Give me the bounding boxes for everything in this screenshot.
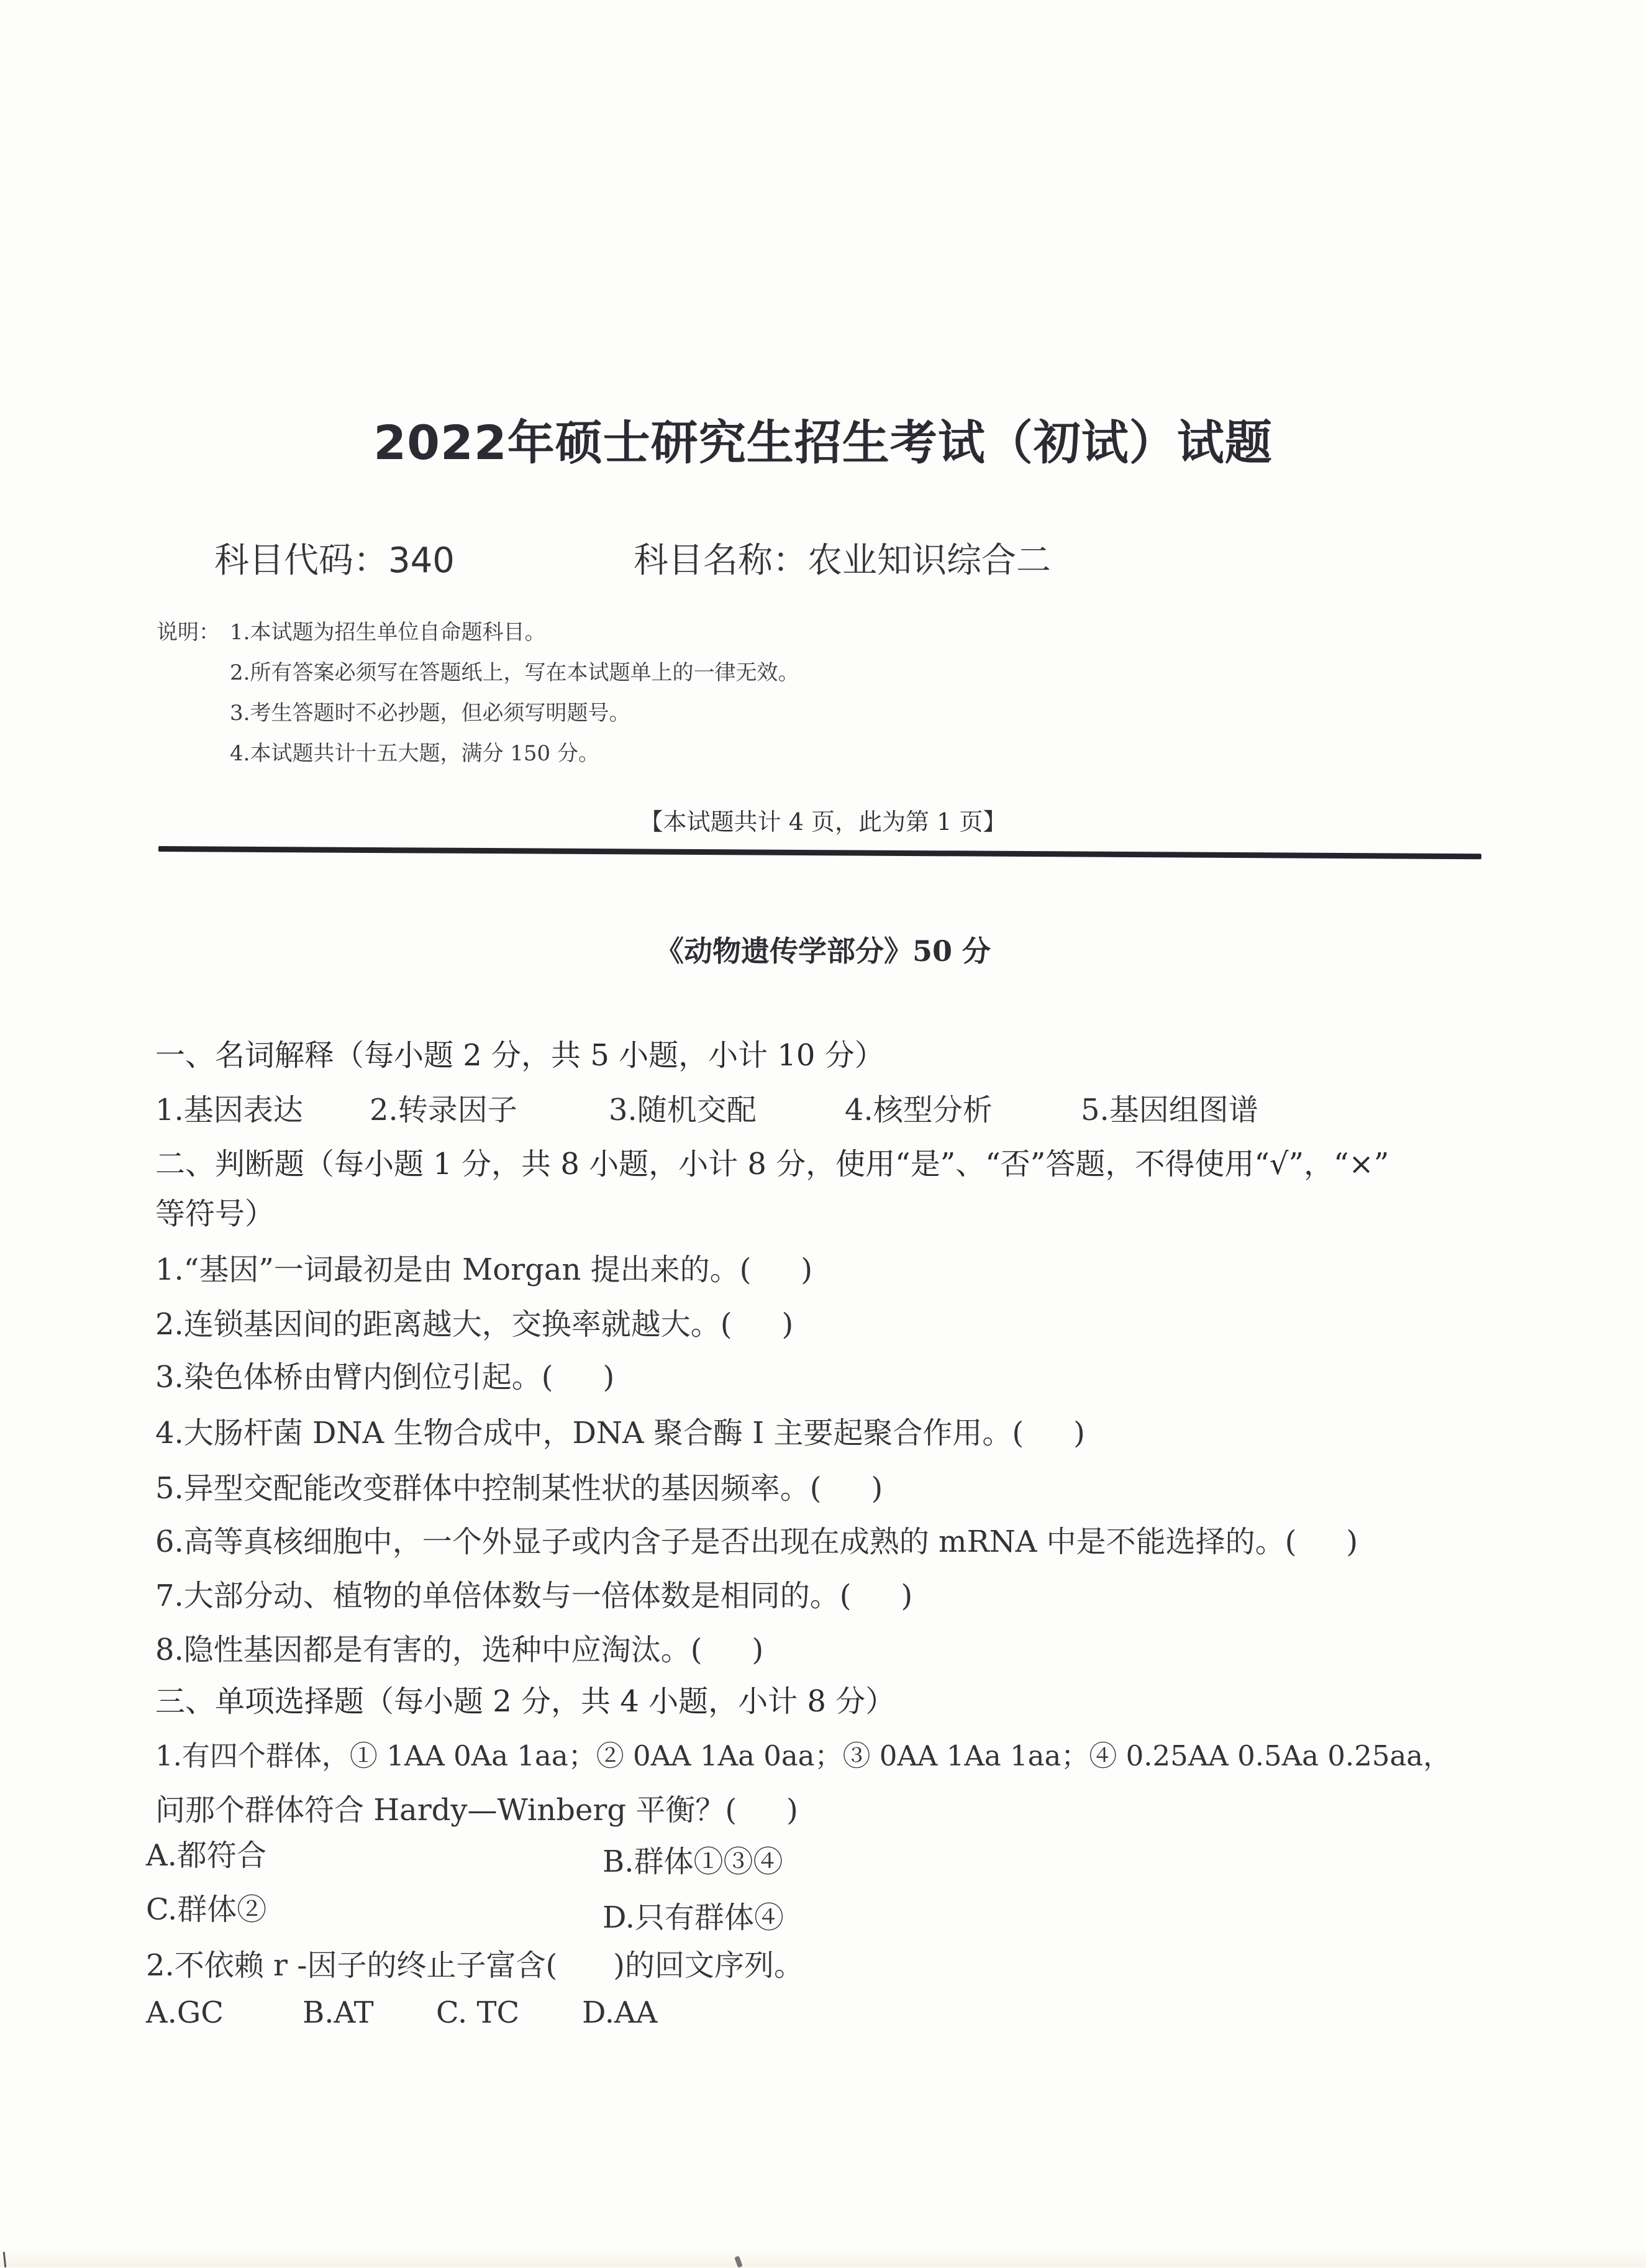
term-item: 1.基因表达: [155, 1093, 303, 1127]
header-divider: [158, 846, 1481, 859]
tf-question-4: 4.大肠杆菌 DNA 生物合成中，DNA 聚合酶 I 主要起聚合作用。( ): [155, 1416, 1085, 1451]
term-item: 3.随机交配: [609, 1093, 757, 1127]
section3-heading: 三、单项选择题（每小题 2 分，共 4 小题，小计 8 分）: [155, 1684, 896, 1719]
tf-question-8: 8.隐性基因都是有害的，选种中应淘汰。( ): [155, 1633, 764, 1667]
scan-bottom-edge: [0, 2249, 1646, 2267]
mc-q1-option-c: C.群体②: [146, 1892, 267, 1927]
part-title: 《动物遗传学部分》50 分: [655, 934, 991, 968]
mc-q2-option-a: A.GC: [146, 1995, 224, 2030]
term-item: 5.基因组图谱: [1081, 1093, 1258, 1127]
mc-q2-option-b: B.AT: [302, 1995, 374, 2030]
subject-code: 科目代码：340: [214, 540, 455, 581]
section1-heading: 一、名词解释（每小题 2 分，共 5 小题，小计 10 分）: [155, 1038, 884, 1073]
instructions-label: 说明：: [157, 620, 220, 645]
tf-question-5: 5.异型交配能改变群体中控制某性状的基因频率。( ): [155, 1471, 883, 1506]
tf-question-1: 1.“基因”一词最初是由 Morgan 提出来的。( ): [155, 1252, 813, 1287]
mc-q1-option-a: A.都符合: [146, 1838, 266, 1873]
section1-terms: [155, 1086, 1258, 1129]
mc-question-1-stem: 1.有四个群体，① 1AA 0Aa 1aa；② 0AA 1Aa 0aa；③ 0AA 1Aa 1aa；④ 0.25AA 0.5Aa 0.25aa，: [155, 1739, 1452, 1772]
instruction-item: 3.考生答题时不必抄题，但必须写明题号。: [230, 701, 630, 726]
subject-name: 科目名称：农业知识综合二: [634, 540, 1051, 581]
mc-question-2-stem: 2.不依赖 r -因子的终止子富含( )的回文序列。: [146, 1948, 804, 1983]
instruction-item: 2.所有答案必须写在答题纸上，写在本试题单上的一律无效。: [230, 660, 799, 685]
mc-q2-options: [146, 1995, 657, 2030]
mc-q2-option-c: C. TC: [436, 1995, 520, 2030]
tf-question-7: 7.大部分动、植物的单倍体数与一倍体数是相同的。( ): [155, 1578, 913, 1613]
term-item: 2.转录因子: [370, 1093, 517, 1127]
section2-heading: 二、判断题（每小题 1 分，共 8 小题，小计 8 分，使用“是”、“否”答题，不得使用“√”，“×”: [155, 1147, 1389, 1182]
mc-q1-option-d: D.只有群体④: [602, 1900, 784, 1935]
mc-q1-option-b: B.群体①③④: [602, 1844, 783, 1879]
instruction-item: 4.本试题共计十五大题，满分 150 分。: [230, 741, 599, 766]
tf-question-6: 6.高等真核细胞中，一个外显子或内含子是否出现在成熟的 mRNA 中是不能选择的。( ): [155, 1524, 1358, 1559]
page-indicator: 【本试题共计 4 页，此为第 1 页】: [639, 808, 1007, 836]
tf-question-3: 3.染色体桥由臂内倒位引起。( ): [155, 1360, 615, 1395]
term-item: 4.核型分析: [845, 1093, 993, 1127]
instruction-item: 1.本试题为招生单位自命题科目。: [230, 620, 546, 645]
exam-title: 2022年硕士研究生招生考试（初试）试题: [373, 415, 1273, 470]
tf-question-2: 2.连锁基因间的距离越大，交换率就越大。( ): [155, 1307, 794, 1342]
mc-q2-option-d: D.AA: [582, 1995, 658, 2030]
mc-question-1-stem-cont: 问那个群体符合 Hardy—Winberg 平衡？( ): [155, 1793, 798, 1828]
section2-heading-cont: 等符号）: [155, 1196, 275, 1231]
